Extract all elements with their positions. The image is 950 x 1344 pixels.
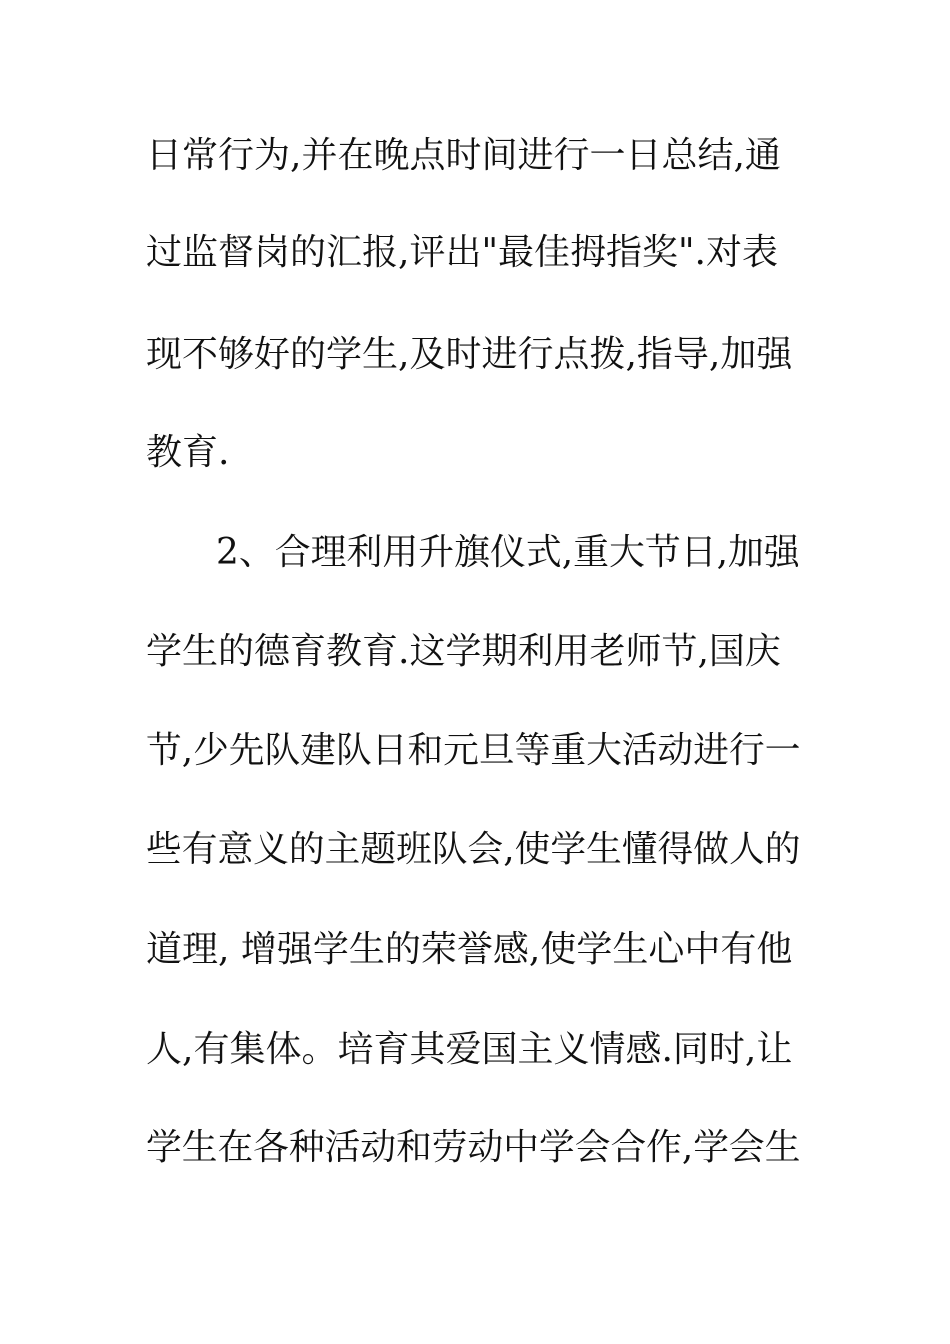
text-line: 学生的德育教育.这学期利用老师节,国庆 — [146, 631, 781, 672]
text-line: 教育. — [146, 432, 230, 473]
text-line: 人,有集体。培育其爱国主义情感.同时,让 — [146, 1029, 793, 1070]
text-line: 节,少先队建队日和元旦等重大活动进行一 — [146, 730, 801, 771]
text-line: 些有意义的主题班队会,使学生懂得做人的 — [146, 829, 801, 870]
text-line: 日常行为,并在晚点时间进行一日总结,通 — [146, 135, 781, 176]
text-line: 学生在各种活动和劳动中学会合作,学会生 — [146, 1127, 801, 1168]
text-line: 过监督岗的汇报,评出"最佳拇指奖".对表 — [146, 232, 779, 273]
text-line: 道理, 增强学生的荣誉感,使学生心中有他 — [146, 929, 793, 970]
paragraph-start-line: 2、合理利用升旗仪式,重大节日,加强 — [216, 532, 800, 573]
text-line: 现不够好的学生,及时进行点拨,指导,加强 — [146, 334, 793, 375]
